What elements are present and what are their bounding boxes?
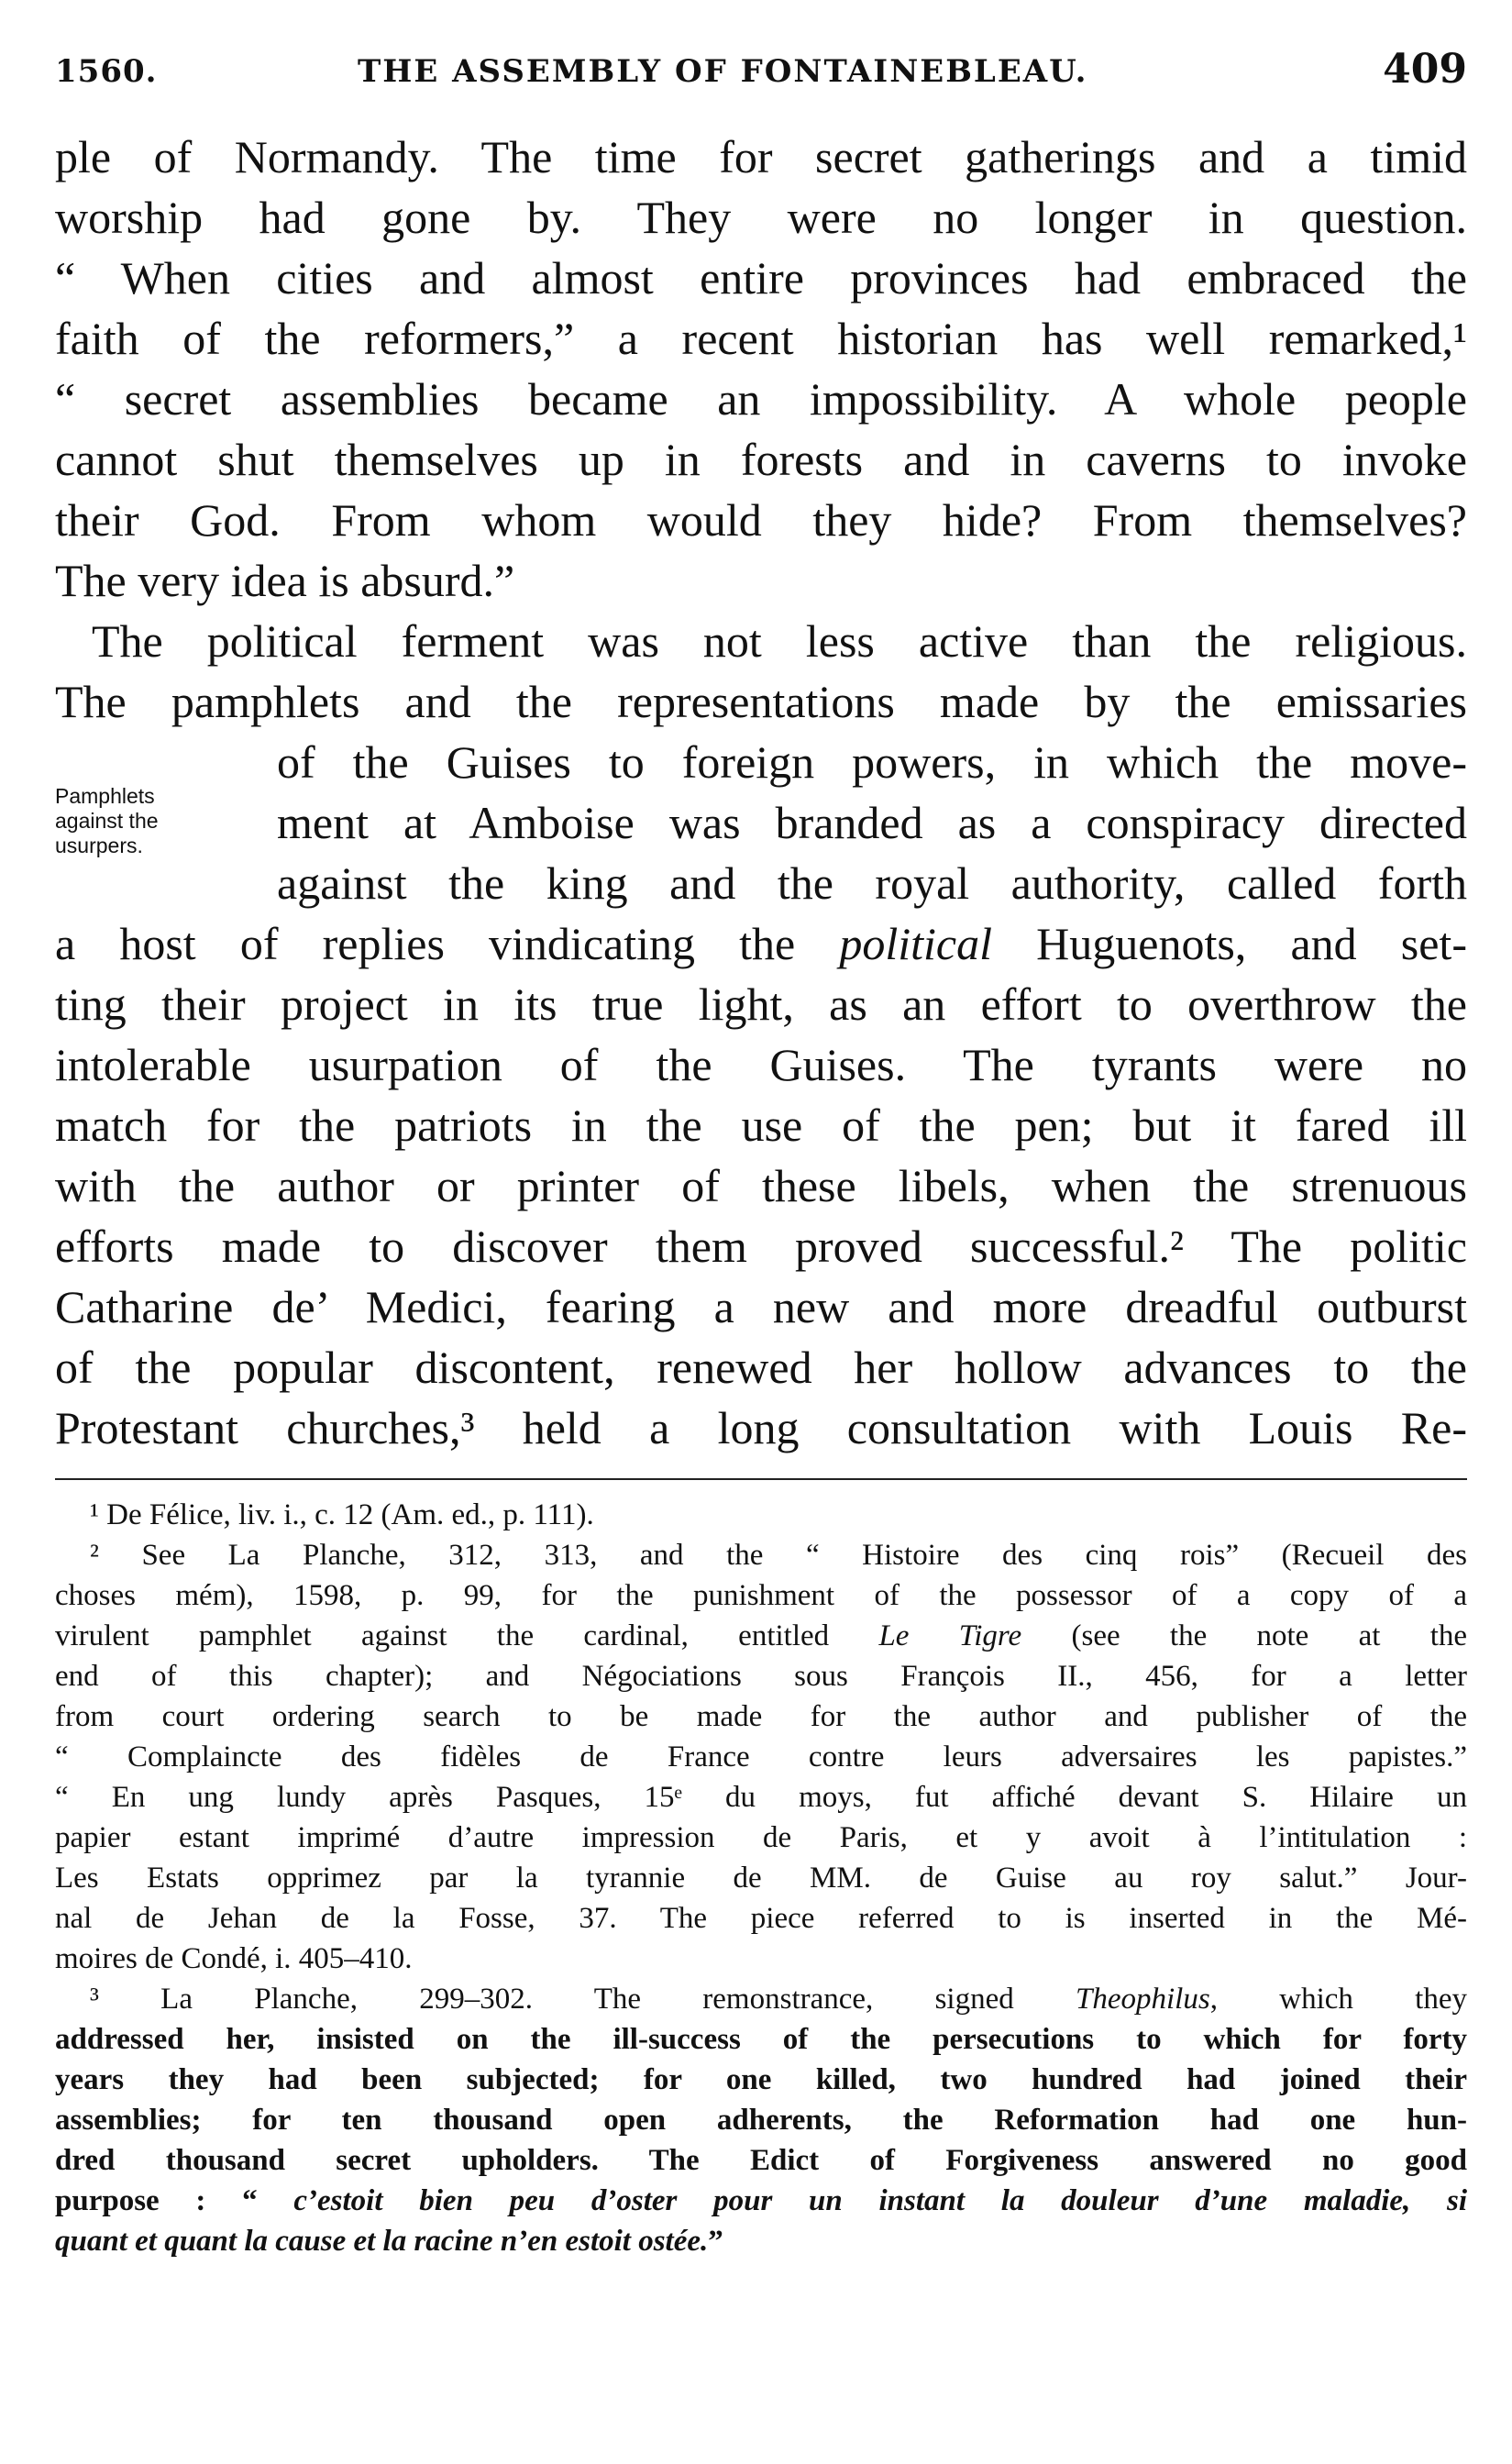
footnote-line-with-italic [55, 2221, 1467, 2261]
body-line: ple of Normandy. The time for secret gatherings and a timid [55, 131, 1467, 182]
body-line: intolerable usurpation of the Guises. The tyrants were no [55, 1039, 1467, 1090]
footnote-3 [55, 1979, 1467, 2019]
body-line-with-italic [55, 913, 1467, 974]
footnote-line: addressed her, insisted on the ill-success of the persecutions to which for forty [55, 2023, 1467, 2056]
footnote-text-run: purpose : “ [55, 2184, 294, 2217]
body-line: of the Guises to foreign powers, in which the move- [277, 736, 1467, 788]
page-number: 409 [1383, 46, 1467, 93]
footnote-line: choses mém), 1598, p. 99, for the punishment of the possessor of a copy of a [55, 1579, 1467, 1612]
footnote-line: papier estant imprimé d’autre impression de Paris, et y avoit à l’intitulation : [55, 1821, 1467, 1854]
body-line: efforts made to discover them proved successful.² The politic [55, 1221, 1467, 1272]
sidenote-line: Pamphlets [55, 784, 155, 808]
footnote-line: Les Estats opprimez par la tyrannie de MM. de Guise au roy salut.” Jour- [55, 1862, 1467, 1895]
body-line: against the king and the royal authority, called forth [277, 857, 1467, 909]
body-line: Catharine de’ Medici, fearing a new and more dreadful outburst [55, 1281, 1467, 1332]
footnotes [55, 1495, 1467, 2261]
body-line: of the popular discontent, renewed her hollow advances to the [55, 1342, 1467, 1393]
italic-word: political [839, 918, 993, 969]
footnote-line: dred thousand secret upholders. The Edict of Forgiveness answered no good [55, 2144, 1467, 2177]
body-line: ting their project in its true light, as an effort to overthrow the [55, 978, 1467, 1030]
footnote-divider [55, 1478, 1467, 1480]
body-line: with the author or printer of these libels, when the strenuous [55, 1160, 1467, 1211]
footnote-line: from court ordering search to be made for the author and publisher of the [55, 1700, 1467, 1733]
italic-quote: c’estoit bien peu d’oster pour un instant la douleur d’une maladie, si [293, 2184, 1467, 2217]
body-line: “ When cities and almost entire provinces had embraced the [55, 252, 1467, 304]
footnote-text-run: , which they [1209, 1983, 1467, 2016]
footnote-line: years they had been subjected; for one killed, two hundred had joined their [55, 2063, 1467, 2096]
footnote-line: “ Complaincte des fidèles de France contre leurs adversaires les papistes.” [55, 1740, 1467, 1773]
footnote-line: moires de Condé, i. 405–410. [55, 1942, 413, 1975]
italic-name: Theophilus [1076, 1983, 1210, 2016]
footnote-text-run: ” [708, 2225, 723, 2258]
footnote-2: ² See La Planche, 312, 313, and the “ Histoire des cinq rois” (Recueil des [90, 1539, 1467, 1572]
footnote-line-with-italic [55, 1616, 1467, 1656]
body-line: match for the patriots in the use of the pen; but it fared ill [55, 1099, 1467, 1151]
paragraph-start-line: The political ferment was not less active than the religious. [92, 615, 1467, 667]
footnote-line-with-italic [55, 2181, 1467, 2221]
sidenote-line: against the [55, 809, 159, 833]
running-head [55, 46, 1467, 108]
margin-sidenote [55, 784, 238, 858]
body-line: cannot shut themselves up in forests and in caverns to invoke [55, 434, 1467, 485]
italic-title: Le Tigre [878, 1619, 1022, 1652]
body-line: “ secret assemblies became an impossibility. A whole people [55, 373, 1467, 425]
body-line: faith of the reformers,” a recent historian has well remarked,¹ [55, 313, 1467, 364]
body-line: ment at Amboise was branded as a conspiracy directed [277, 797, 1467, 848]
body-line: The very idea is absurd.” [55, 555, 515, 606]
footnote-1: ¹ De Félice, liv. i., c. 12 (Am. ed., p. 111). [90, 1498, 594, 1531]
body-text-run: a host of replies vindicating the [55, 918, 840, 969]
body-line: Protestant churches,³ held a long consultation with Louis Re- [55, 1402, 1467, 1453]
body-text [55, 127, 1467, 1458]
sidenote-line: usurpers. [55, 834, 143, 857]
body-line: their God. From whom would they hide? From themselves? [55, 494, 1467, 546]
body-line: worship had gone by. They were no longer in question. [55, 192, 1467, 243]
footnote-line: “ En ung lundy après Pasques, 15ᵉ du moys, fut affiché devant S. Hilaire un [55, 1781, 1467, 1814]
footnote-text-run: (see the note at the [1021, 1619, 1467, 1652]
footnote-line: end of this chapter); and Négociations sous François II., 456, for a letter [55, 1660, 1467, 1693]
footnote-line: nal de Jehan de la Fosse, 37. The piece referred to is inserted in the Mé- [55, 1902, 1467, 1935]
body-text-run: Huguenots, and set- [992, 918, 1467, 969]
footnote-text-run: ³ La Planche, 299–302. The remonstrance, signed [90, 1983, 1076, 2016]
footnote-line: assemblies; for ten thousand open adherents, the Reformation had one hun- [55, 2104, 1467, 2137]
running-head-year: 1560. [55, 53, 158, 90]
running-head-title: THE ASSEMBLY OF FONTAINEBLEAU. [358, 53, 1088, 90]
footnote-text-run: virulent pamphlet against the cardinal, entitled [55, 1619, 879, 1652]
body-line: The pamphlets and the representations made by the emissaries [55, 676, 1467, 727]
italic-quote: quant et quant la cause et la racine n’en estoit ostée. [55, 2225, 709, 2258]
